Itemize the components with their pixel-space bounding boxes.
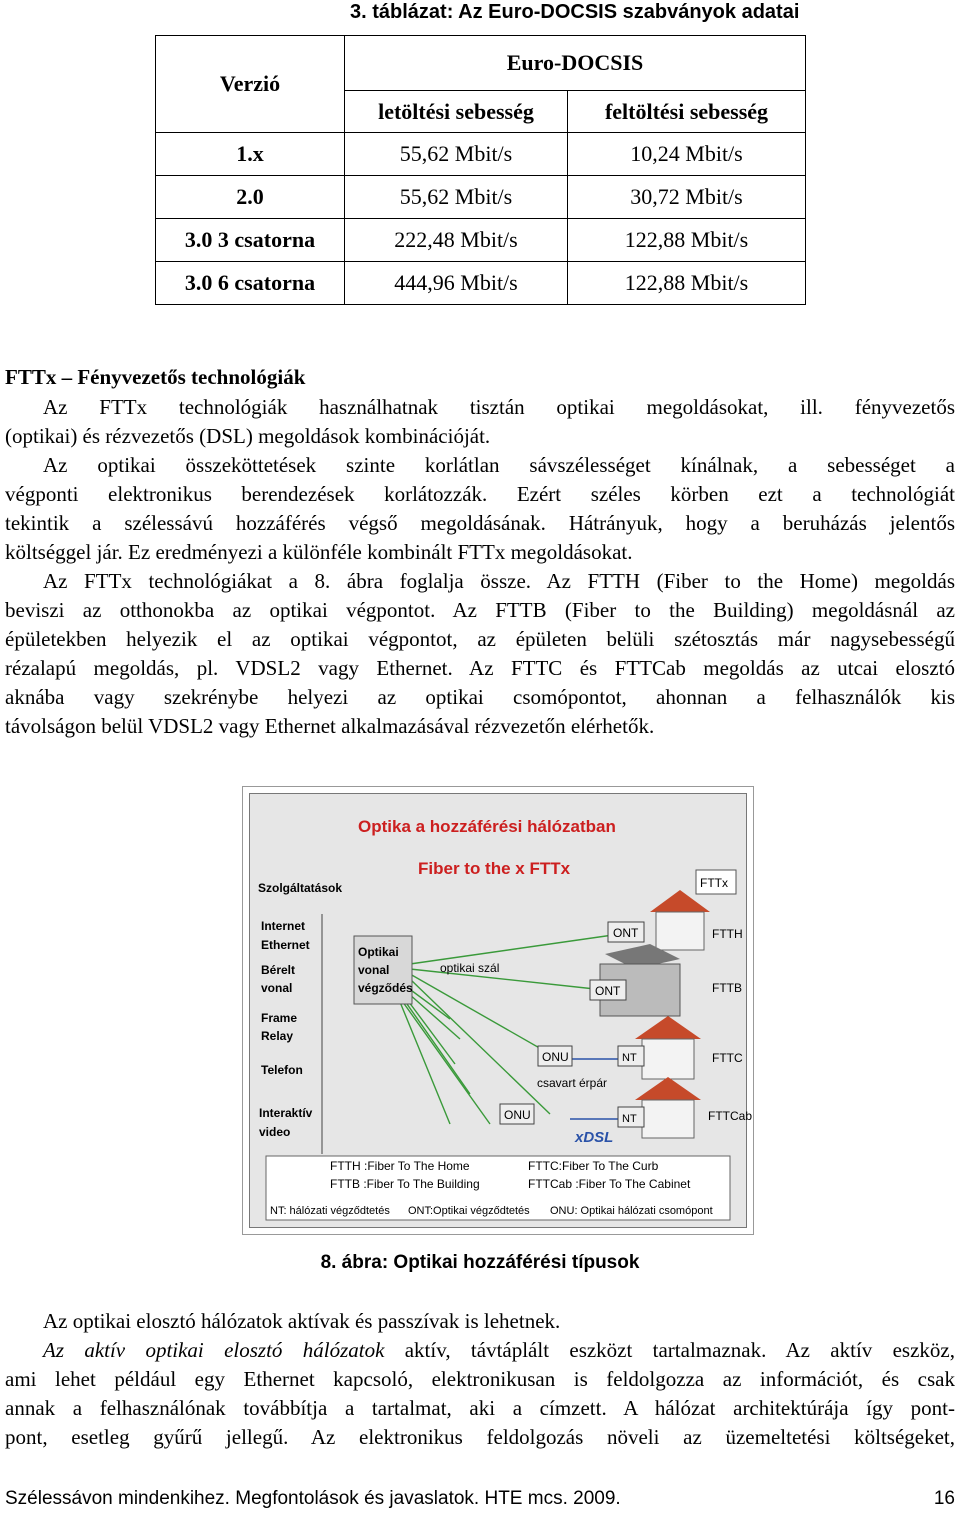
table-row (156, 176, 806, 219)
nt-label: NT (622, 1113, 637, 1125)
fiber-label: optikai szál (440, 961, 500, 975)
paragraph-text: aktív, távtáplált eszközt tartalmaznak. Az aktív eszköz, (384, 1338, 955, 1362)
page-footer (5, 1488, 955, 1510)
figure-caption: 8. ábra: Optikai hozzáférési típusok (320, 1252, 640, 1273)
upload-cell: 30,72 Mbit/s (568, 176, 806, 219)
paragraph-line: annak a felhasználónak továbbítja a tartalmat, aki a címzett. A hálózat architektúrája így pont- (5, 1396, 955, 1420)
download-cell: 222,48 Mbit/s (345, 219, 568, 262)
footer-text: Szélessávon mindenkihez. Megfontolások és javaslatok. HTE mcs. 2009. (5, 1488, 621, 1509)
paragraph-line: Az FTTx technológiákat a 8. ábra foglalja össze. Az FTTH (Fiber to the Home) megoldás (43, 569, 955, 593)
download-cell: 55,62 Mbit/s (345, 176, 568, 219)
legend-ftth: FTTH :Fiber To The Home (330, 1159, 470, 1173)
ont-label: ONT (613, 926, 639, 940)
services-label: Szolgáltatások (258, 881, 343, 895)
house-fttcab-icon (635, 1077, 701, 1138)
download-header: letöltési sebesség (345, 91, 568, 133)
service-item: Relay (261, 1029, 294, 1043)
legend-fttc: FTTC:Fiber To The Curb (528, 1159, 659, 1173)
legend-fttcab: FTTCab :Fiber To The Cabinet (528, 1177, 691, 1191)
olt-label: végződés (358, 981, 413, 995)
upload-header: feltöltési sebesség (568, 91, 806, 133)
onu-label: ONU (542, 1050, 569, 1064)
fttx-diagram (250, 794, 753, 1227)
upload-cell: 122,88 Mbit/s (568, 262, 806, 305)
service-item: Interaktív (259, 1106, 313, 1120)
nt-label: NT (622, 1052, 637, 1064)
service-item: Internet (261, 919, 306, 933)
twisted-pair-label: csavart érpár (537, 1076, 608, 1090)
olt-label: Optikai (358, 945, 399, 959)
xdsl-label: xDSL (575, 1129, 614, 1146)
service-item: Frame (261, 1011, 298, 1025)
legend-nt: NT: hálózati végződtetés (270, 1205, 390, 1217)
paragraph-line: beviszi az otthonokba az optikai végpontot. Az FTTB (Fiber to the Building) megoldásnál az (5, 598, 955, 622)
fttb-type: FTTB (712, 981, 742, 995)
legend-onu: ONU: Optikai hálózati csomópont (550, 1205, 713, 1217)
paragraph-line: épületekben helyezik el az optikai végpontot, az épületen belüli szétosztás már nagysebességű (5, 627, 955, 651)
table-row (156, 262, 806, 305)
paragraph-line: Az optikai összeköttetések szinte korlátlan sávszélességet kínálnak, a sebességet a (43, 453, 955, 477)
figure-subtitle: Fiber to the x FTTx (418, 859, 571, 878)
ftth-type: FTTH (712, 927, 743, 941)
version-header: Verzió (156, 36, 345, 133)
house-ftth-icon (650, 890, 710, 950)
paragraph-line: pont, esetleg gyűrű jellegű. Az elektronikus feldolgozás növeli az üzemeltetési költségeket, (5, 1425, 955, 1449)
figure-title: Optika a hozzáférési hálózatban (358, 817, 616, 836)
upload-cell: 122,88 Mbit/s (568, 219, 806, 262)
paragraph-line: rézalapú megoldás, pl. VDSL2 vagy Ethernet. Az FTTC és FTTCab megoldás az utcai elosztó (5, 656, 955, 680)
fttx-figure (242, 786, 754, 1235)
paragraph-line: távolságon belül VDSL2 vagy Ethernet alkalmazásával rézvezetőn elérhetők. (5, 714, 655, 738)
page-number: 16 (933, 1488, 955, 1509)
onu-label: ONU (504, 1108, 531, 1122)
version-cell: 3.0 6 csatorna (156, 262, 345, 305)
fiber-lines (400, 934, 620, 1124)
olt-label: vonal (358, 963, 390, 977)
download-cell: 55,62 Mbit/s (345, 133, 568, 176)
legend-fttb: FTTB :Fiber To The Building (330, 1177, 480, 1191)
house-fttc-icon (635, 1016, 701, 1079)
paragraph-line: végponti elektronikus berendezések korlátozzák. Ezért széles körben ezt a technológiát (5, 482, 955, 506)
service-item: vonal (261, 981, 293, 995)
section-heading: FTTx – Fényvezetős technológiák (5, 365, 306, 389)
version-cell: 1.x (156, 133, 345, 176)
service-item: video (259, 1125, 291, 1139)
euro-docsis-header: Euro-DOCSIS (345, 36, 806, 91)
italic-term: Az aktív optikai elosztó hálózatok (43, 1338, 385, 1362)
paragraph-line: aknába vagy szekrénybe helyezi az optikai csomópontot, ahonnan a felhasználók kis (5, 685, 955, 709)
paragraph-line: tekintik a szélessávú hozzáférés végső megoldásának. Hátrányuk, hogy a beruházás jelentős (5, 511, 955, 535)
version-cell: 2.0 (156, 176, 345, 219)
fttc-type: FTTC (712, 1051, 743, 1065)
fttcab-type: FTTCab (708, 1109, 753, 1123)
fttx-type: FTTx (700, 876, 728, 890)
ont-label: ONT (595, 984, 621, 998)
service-item: Telefon (261, 1063, 303, 1077)
paragraph-line (5, 1336, 955, 1365)
service-item: Bérelt (261, 963, 296, 977)
table-row (156, 133, 806, 176)
version-cell: 3.0 3 csatorna (156, 219, 345, 262)
paragraph-line: (optikai) és rézvezetős (DSL) megoldások kombinációját. (5, 424, 491, 448)
figure-panel (249, 793, 753, 1228)
download-cell: 444,96 Mbit/s (345, 262, 568, 305)
table-row (156, 219, 806, 262)
paragraph-line: ami lehet például egy Ethernet kapcsoló, elektronikusan is feldolgozza az információt, és csak (5, 1367, 955, 1391)
paragraph-line: költséggel jár. Ez eredményezi a különféle kombinált FTTx megoldásokat. (5, 540, 633, 564)
service-item: Ethernet (261, 938, 310, 952)
paragraph-line: Az optikai elosztó hálózatok aktívak és passzívak is lehetnek. (43, 1309, 561, 1333)
paragraph-line: Az FTTx technológiák használhatnak tisztán optikai megoldásokat, ill. fényvezetős (43, 395, 955, 419)
upload-cell: 10,24 Mbit/s (568, 133, 806, 176)
table-caption: 3. táblázat: Az Euro-DOCSIS szabványok adatai (350, 1, 800, 23)
docsis-table (155, 35, 806, 305)
legend-ont: ONT:Optikai végződtetés (408, 1205, 530, 1217)
